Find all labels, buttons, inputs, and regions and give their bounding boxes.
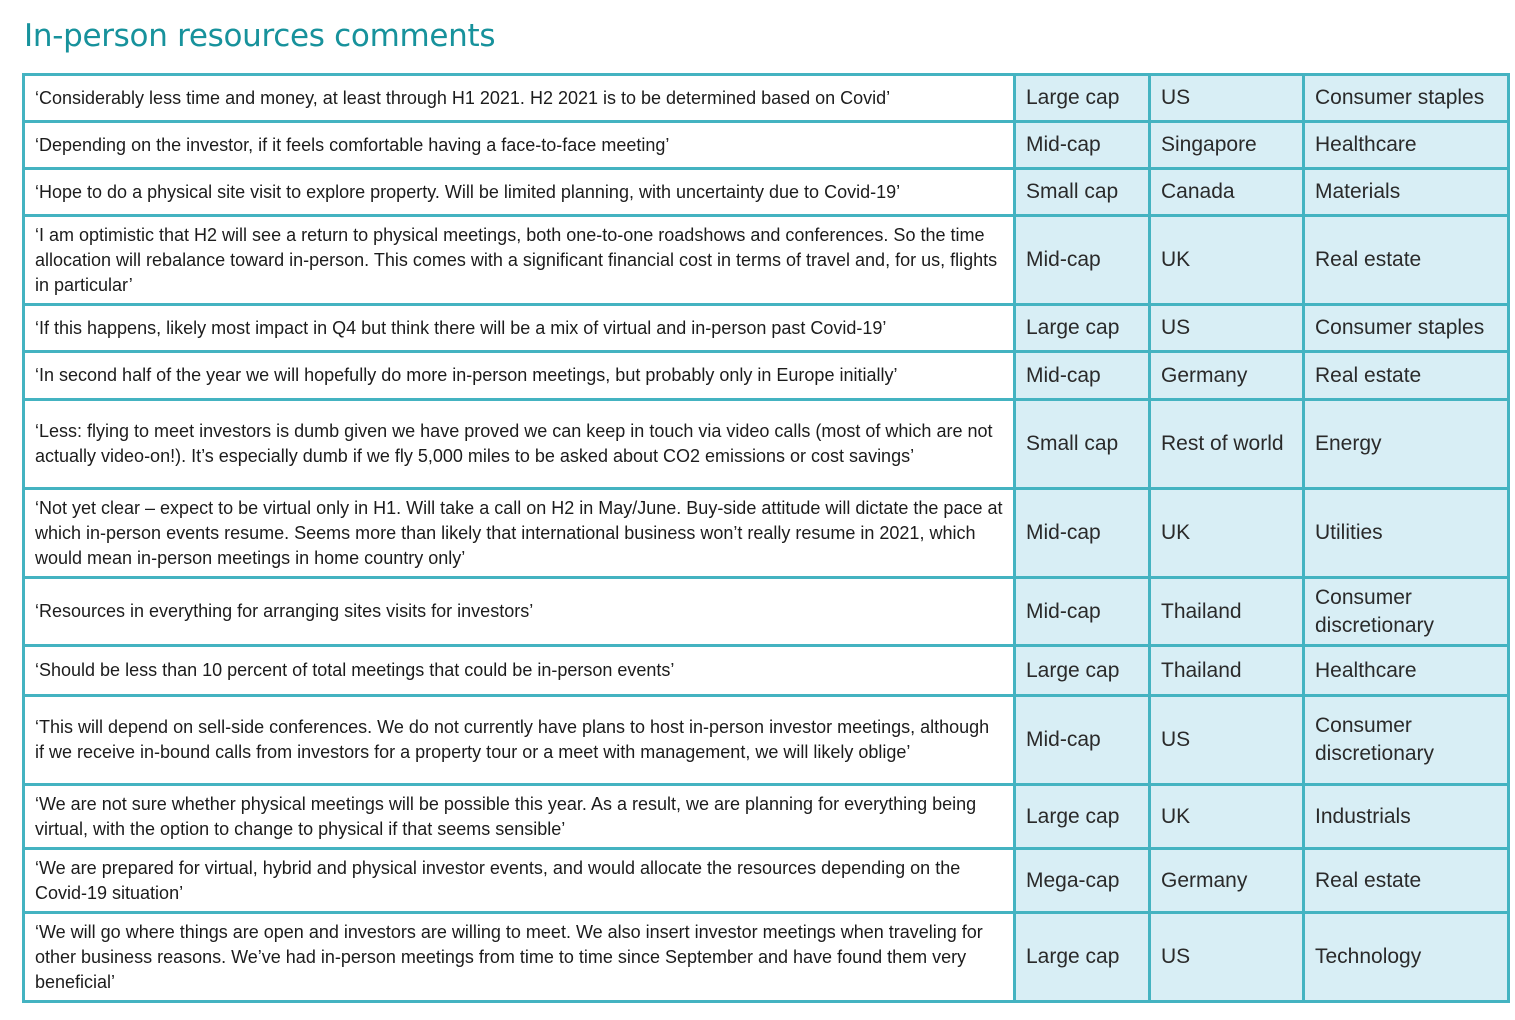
comment-cell: ‘Hope to do a physical site visit to explore property. Will be limited planning, with uncertainty due to Covid-19’ (24, 169, 1015, 216)
table-row (24, 169, 1509, 216)
country-cell: UK (1150, 489, 1304, 578)
country-cell: Singapore (1150, 122, 1304, 169)
market-cap-cell: Small cap (1015, 400, 1150, 489)
table-row (24, 849, 1509, 913)
sector-cell: Real estate (1304, 216, 1509, 305)
comment-cell: ‘Depending on the investor, if it feels comfortable having a face-to-face meeting’ (24, 122, 1015, 169)
country-cell: US (1150, 696, 1304, 785)
comment-cell: ‘If this happens, likely most impact in Q4 but think there will be a mix of virtual and in-person past Covid-19’ (24, 305, 1015, 352)
market-cap-cell: Mid-cap (1015, 696, 1150, 785)
sector-cell: Technology (1304, 913, 1509, 1002)
country-cell: US (1150, 305, 1304, 352)
country-cell: Germany (1150, 849, 1304, 913)
sector-cell: Consumer staples (1304, 75, 1509, 122)
market-cap-cell: Large cap (1015, 913, 1150, 1002)
market-cap-cell: Mid-cap (1015, 122, 1150, 169)
country-cell: Thailand (1150, 646, 1304, 696)
sector-cell: Consumer discretionary (1304, 578, 1509, 646)
sector-cell: Utilities (1304, 489, 1509, 578)
market-cap-cell: Mid-cap (1015, 352, 1150, 400)
market-cap-cell: Mid-cap (1015, 489, 1150, 578)
table-row (24, 785, 1509, 849)
comment-cell: ‘We are prepared for virtual, hybrid and physical investor events, and would allocate the resources depending on the Covid-19 situation’ (24, 849, 1015, 913)
comment-cell: ‘Resources in everything for arranging sites visits for investors’ (24, 578, 1015, 646)
market-cap-cell: Large cap (1015, 785, 1150, 849)
table-row (24, 696, 1509, 785)
sector-cell: Industrials (1304, 785, 1509, 849)
table-row (24, 489, 1509, 578)
market-cap-cell: Large cap (1015, 75, 1150, 122)
country-cell: Canada (1150, 169, 1304, 216)
sector-cell: Healthcare (1304, 122, 1509, 169)
sector-cell: Healthcare (1304, 646, 1509, 696)
sector-cell: Real estate (1304, 352, 1509, 400)
comment-cell: ‘In second half of the year we will hopefully do more in-person meetings, but probably only in Europe initially’ (24, 352, 1015, 400)
country-cell: UK (1150, 785, 1304, 849)
comment-cell: ‘We will go where things are open and investors are willing to meet. We also insert investor meetings when traveling for other business reasons. We’ve had in-person meetings from time to time since September and have found them very beneficial’ (24, 913, 1015, 1002)
table-row (24, 305, 1509, 352)
comment-cell: ‘Not yet clear – expect to be virtual only in H1. Will take a call on H2 in May/June. Buy-side attitude will dictate the pace at which in-person events resume. Seems more than likely that international business won’t really resume in 2021, which would mean in-person meetings in home country only’ (24, 489, 1015, 578)
country-cell: US (1150, 913, 1304, 1002)
country-cell: Rest of world (1150, 400, 1304, 489)
market-cap-cell: Mega-cap (1015, 849, 1150, 913)
sector-cell: Materials (1304, 169, 1509, 216)
table-row (24, 352, 1509, 400)
country-cell: US (1150, 75, 1304, 122)
table-row (24, 400, 1509, 489)
comment-cell: ‘Less: flying to meet investors is dumb given we have proved we can keep in touch via video calls (most of which are not actually video-on!). It’s especially dumb if we fly 5,000 miles to be asked about CO2 emissions or cost savings’ (24, 400, 1015, 489)
comment-cell: ‘This will depend on sell-side conferences. We do not currently have plans to host in-person investor meetings, although if we receive in-bound calls from investors for a property tour or a meet with management, we will likely oblige’ (24, 696, 1015, 785)
page-title: In-person resources comments (24, 18, 496, 54)
table-row (24, 216, 1509, 305)
comment-cell: ‘Should be less than 10 percent of total meetings that could be in-person events’ (24, 646, 1015, 696)
country-cell: Thailand (1150, 578, 1304, 646)
table-row (24, 913, 1509, 1002)
sector-cell: Consumer staples (1304, 305, 1509, 352)
sector-cell: Consumer discretionary (1304, 696, 1509, 785)
country-cell: UK (1150, 216, 1304, 305)
sector-cell: Energy (1304, 400, 1509, 489)
comment-cell: ‘We are not sure whether physical meetings will be possible this year. As a result, we are planning for everything being virtual, with the option to change to physical if that seems sensible’ (24, 785, 1015, 849)
sector-cell: Real estate (1304, 849, 1509, 913)
table-row (24, 122, 1509, 169)
table-row (24, 646, 1509, 696)
comments-table (22, 73, 1510, 1003)
country-cell: Germany (1150, 352, 1304, 400)
market-cap-cell: Mid-cap (1015, 216, 1150, 305)
market-cap-cell: Large cap (1015, 305, 1150, 352)
table-row (24, 578, 1509, 646)
comment-cell: ‘Considerably less time and money, at least through H1 2021. H2 2021 is to be determined based on Covid’ (24, 75, 1015, 122)
market-cap-cell: Large cap (1015, 646, 1150, 696)
market-cap-cell: Small cap (1015, 169, 1150, 216)
table-row (24, 75, 1509, 122)
market-cap-cell: Mid-cap (1015, 578, 1150, 646)
comment-cell: ‘I am optimistic that H2 will see a return to physical meetings, both one-to-one roadshows and conferences. So the time allocation will rebalance toward in-person. This comes with a significant financial cost in terms of travel and, for us, flights in particular’ (24, 216, 1015, 305)
